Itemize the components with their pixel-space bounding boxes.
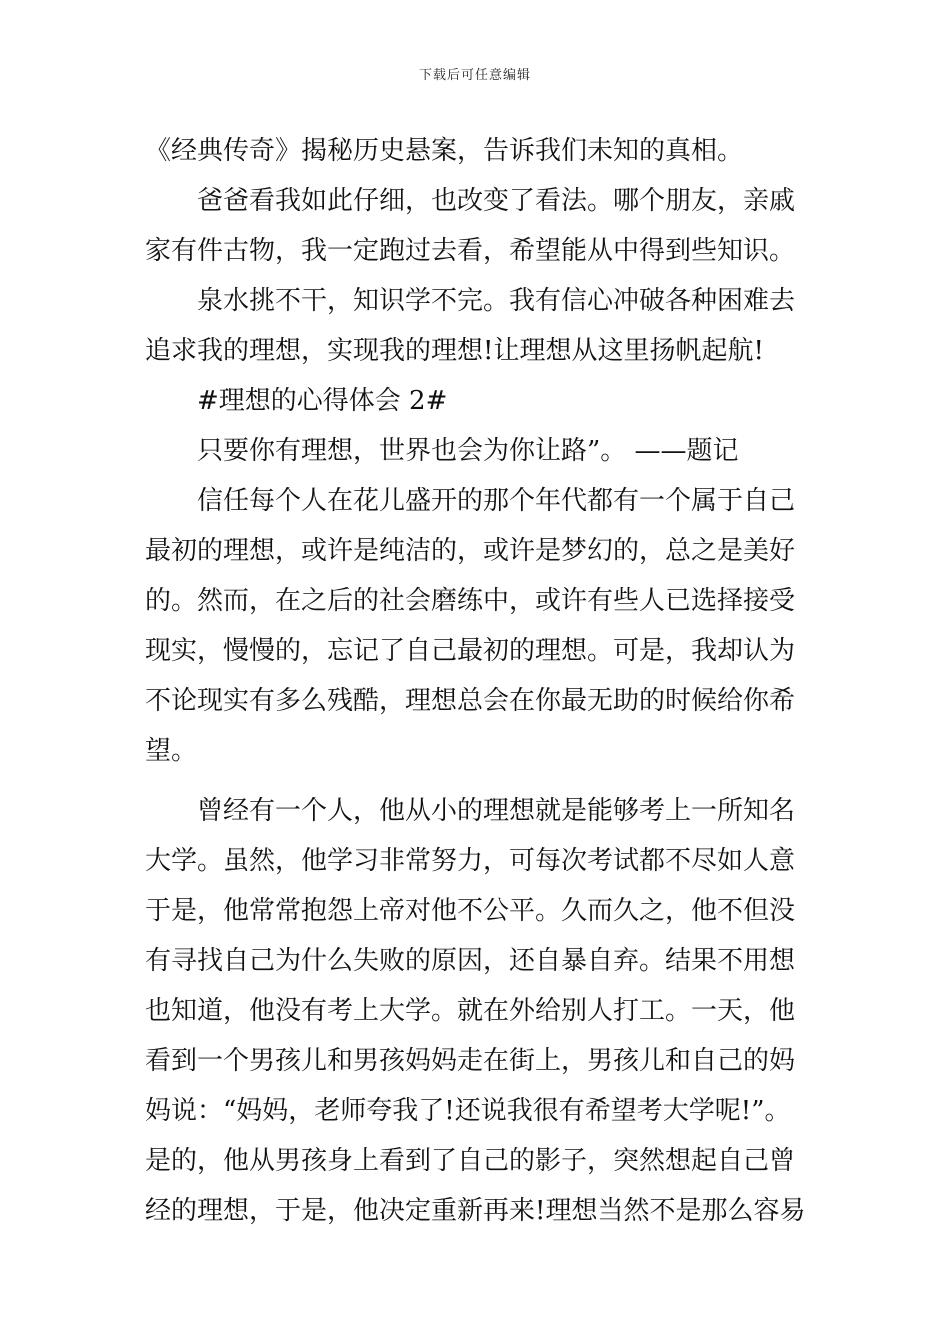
text-line: 泉水挑不干，知识学不完。我有信心冲破各种困难去: [197, 286, 796, 316]
section-heading: #理想的心得体会 2#: [197, 386, 448, 416]
text-line: 现实，慢慢的，忘记了自己最初的理想。可是，我却认为: [145, 636, 796, 666]
text-line: 看到一个男孩儿和男孩妈妈走在街上，男孩儿和自己的妈: [145, 1046, 796, 1076]
text-line: 《经典传奇》揭秘历史悬案，告诉我们未知的真相。: [145, 136, 744, 166]
text-line: 也知道，他没有考上大学。就在外给别人打工。一天，他: [145, 996, 796, 1026]
text-line: 信任每个人在花儿盛开的那个年代都有一个属于自己: [197, 486, 796, 516]
text-line: 于是，他常常抱怨上帝对他不公平。久而久之，他不但没: [145, 896, 796, 926]
text-line: 追求我的理想，实现我的理想!让理想从这里扬帆起航!: [145, 336, 764, 366]
text-line: 的。然而，在之后的社会磨练中，或许有些人已选择接受: [145, 586, 796, 616]
epigraph-line: 只要你有理想，世界也会为你让路”。 ——题记: [197, 436, 739, 466]
text-line: 不论现实有多么残酷，理想总会在你最无助的时候给你希: [145, 686, 796, 716]
text-line: 望。: [145, 736, 198, 766]
document-body: [145, 126, 835, 1236]
text-line: 最初的理想，或许是纯洁的，或许是梦幻的，总之是美好: [145, 536, 796, 566]
text-line: 大学。虽然，他学习非常努力，可每次考试都不尽如人意: [145, 846, 796, 876]
text-line: 是的，他从男孩身上看到了自己的影子，突然想起自己曾: [145, 1146, 796, 1176]
text-line: 妈说：“妈妈，老师夸我了!还说我很有希望考大学呢!”。: [145, 1096, 791, 1126]
text-line: 家有件古物，我一定跑过去看，希望能从中得到些知识。: [145, 236, 796, 266]
text-line: 曾经有一个人，他从小的理想就是能够考上一所知名: [197, 796, 796, 826]
text-line: 经的理想，于是，他决定重新再来!理想当然不是那么容易: [145, 1196, 806, 1226]
page-header: 下载后可任意编辑: [418, 68, 531, 83]
text-line: 有寻找自己为什么失败的原因，还自暴自弃。结果不用想: [145, 946, 796, 976]
text-line: 爸爸看我如此仔细，也改变了看法。哪个朋友，亲戚: [197, 186, 796, 216]
